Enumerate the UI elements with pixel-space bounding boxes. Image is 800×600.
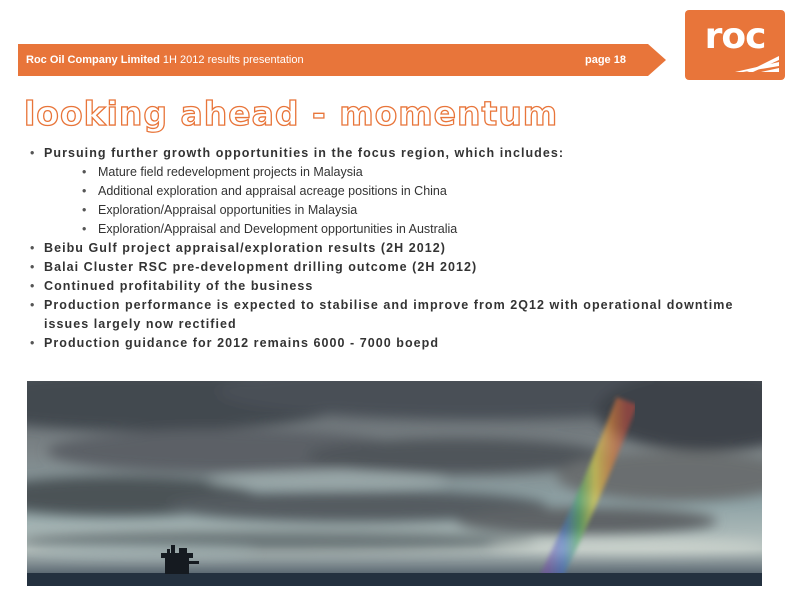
bullet-beibu-gulf: • Beibu Gulf project appraisal/exploration results (2H 2012)	[30, 239, 780, 258]
bullet-production-performance: • Production performance is expected to stabilise and improve from 2Q12 with operational downtime issues largely now rectified	[30, 296, 780, 334]
bullet-balai-cluster: • Balai Cluster RSC pre-development drilling outcome (2H 2012)	[30, 258, 780, 277]
sub-bullet-item: • Mature field redevelopment projects in Malaysia	[44, 163, 780, 182]
sub-bullet-item: • Exploration/Appraisal opportunities in Malaysia	[44, 201, 780, 220]
roc-logo	[685, 10, 785, 80]
logo-text: roc	[704, 16, 766, 57]
offshore-platform-photo	[27, 381, 762, 586]
bullet-list	[30, 144, 780, 353]
bullet-profitability: • Continued profitability of the business	[30, 277, 780, 296]
sea	[27, 573, 762, 586]
bullet-growth	[30, 144, 780, 239]
sub-bullet-list	[44, 163, 780, 239]
company-name: Roc Oil Company Limited	[26, 54, 160, 66]
header-banner	[18, 44, 666, 76]
banner-title	[26, 44, 304, 76]
presentation-name: 1H 2012 results presentation	[162, 54, 304, 66]
bullet-text: Pursuing further growth opportunities in the focus region, which includes:	[44, 146, 565, 160]
sub-bullet-item: • Exploration/Appraisal and Development opportunities in Australia	[44, 220, 780, 239]
page-title: looking ahead - momentum	[24, 94, 559, 133]
page-number: page 18	[585, 54, 626, 66]
seascape-image	[27, 381, 762, 586]
bullet-production-guidance: • Production guidance for 2012 remains 6000 - 7000 boepd	[30, 334, 780, 353]
sub-bullet-item: • Additional exploration and appraisal acreage positions in China	[44, 182, 780, 201]
